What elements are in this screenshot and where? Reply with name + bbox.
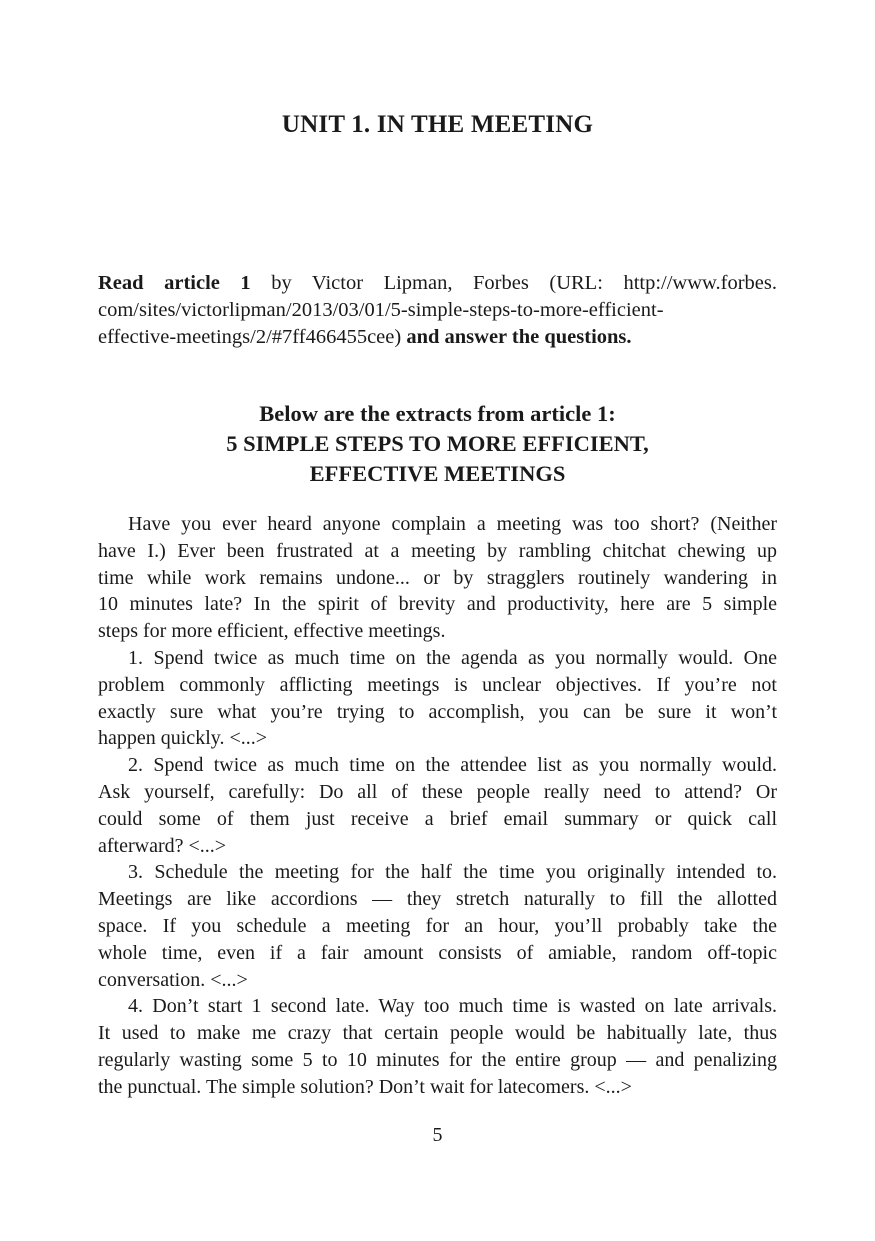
intro-text: by Victor Lipman, Forbes (URL: http://www.forbes. xyxy=(250,272,777,294)
text-line: regularly wasting some 5 to 10 minutes for the entire group — and penalizing xyxy=(98,1048,777,1071)
intro-tail-bold: and answer the questions. xyxy=(401,326,632,348)
text-line: Ask yourself, carefully: Do all of these people really need to attend? Or xyxy=(98,780,777,803)
intro-paragraph xyxy=(98,270,777,351)
article-extracts xyxy=(98,511,777,1101)
unit-title: UNIT 1. IN THE MEETING xyxy=(281,111,594,138)
extracts-heading xyxy=(98,399,777,489)
text-line: 2. Spend twice as much time on the attendee list as you normally would. xyxy=(128,754,777,777)
text-line: 3. Schedule the meeting for the half the time you originally intended to. xyxy=(128,861,777,884)
text-line: could some of them just receive a brief email summary or quick call xyxy=(98,807,777,830)
text-line: 1. Spend twice as much time on the agenda as you normally would. One xyxy=(128,646,777,669)
page-number: 5 xyxy=(432,1124,443,1146)
intro-line xyxy=(98,324,777,351)
paragraph-step-3 xyxy=(98,859,777,993)
extracts-heading-line: EFFECTIVE MEETINGS xyxy=(309,461,566,486)
extracts-heading-line: 5 SIMPLE STEPS TO MORE EFFICIENT, xyxy=(226,431,649,456)
text-line: Have you ever heard anyone complain a meeting was too short? (Neither xyxy=(128,513,777,535)
text-line: time while work remains undone... or by stragglers routinely wandering in xyxy=(98,566,777,589)
text-line: 10 minutes late? In the spirit of brevity and productivity, here are 5 simple xyxy=(98,593,777,616)
text-line: steps for more efficient, effective meetings. xyxy=(98,620,446,643)
text-line: 4. Don’t start 1 second late. Way too much time is wasted on late arrivals. xyxy=(128,995,777,1018)
text-line: problem commonly afflicting meetings is unclear objectives. If you’re not xyxy=(98,673,777,696)
paragraph-intro xyxy=(98,511,777,645)
text-line: It used to make me crazy that certain people would be habitually late, thus xyxy=(98,1022,777,1045)
text-line: space. If you schedule a meeting for an hour, you’ll probably take the xyxy=(98,914,777,937)
paragraph-step-4 xyxy=(98,993,777,1100)
intro-line xyxy=(98,270,777,297)
text-line: afterward? <...> xyxy=(98,834,227,857)
text-line: Meetings are like accordions — they stretch naturally to fill the allotted xyxy=(98,888,777,911)
text-line: have I.) Ever been frustrated at a meeting by rambling chitchat chewing up xyxy=(98,539,777,562)
text-line: the punctual. The simple solution? Don’t wait for latecomers. <...> xyxy=(98,1075,632,1098)
intro-line: com/sites/victorlipman/2013/03/01/5-simple-steps-to-more-efficient- xyxy=(98,299,664,321)
text-line: exactly sure what you’re trying to accomplish, you can be sure it won’t xyxy=(98,700,777,723)
paragraph-step-2 xyxy=(98,752,777,859)
text-line: conversation. <...> xyxy=(98,968,248,991)
paragraph-step-1 xyxy=(98,645,777,752)
text-line: happen quickly. <...> xyxy=(98,727,268,750)
intro-text: effective-meetings/2/#7ff466455cee) xyxy=(98,326,402,348)
text-line: whole time, even if a fair amount consists of amiable, random off-topic xyxy=(98,941,777,964)
intro-lead-bold: Read article 1 xyxy=(98,272,251,294)
extracts-heading-line: Below are the extracts from article 1: xyxy=(259,401,616,426)
